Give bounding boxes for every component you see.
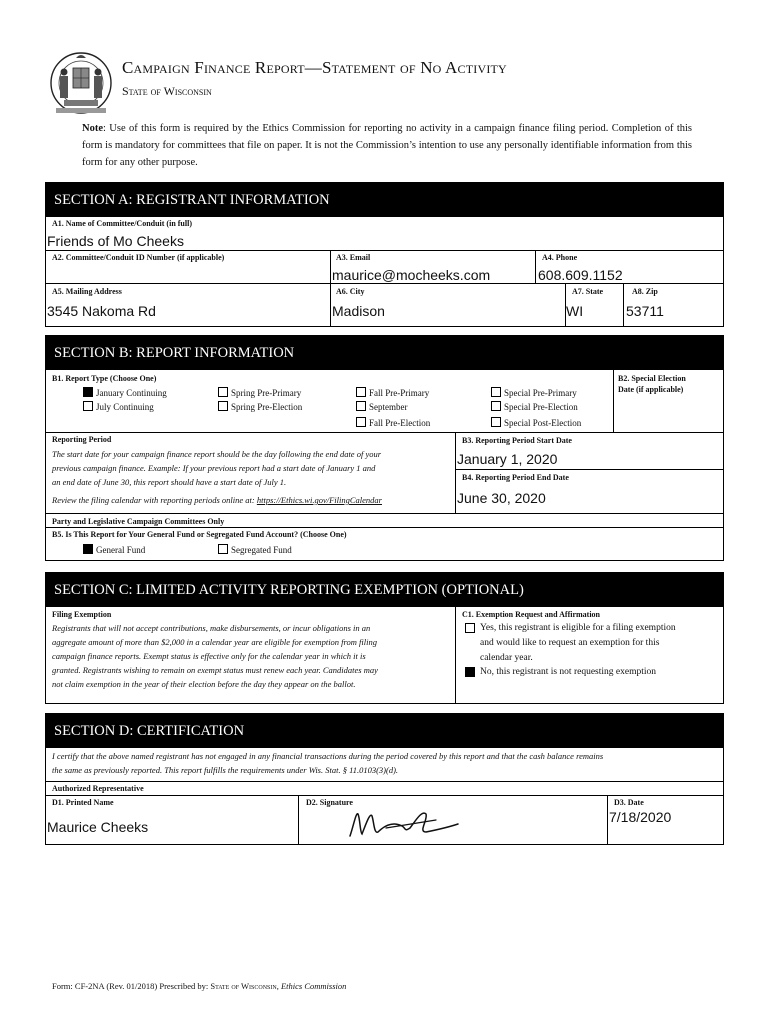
d2-label: D2. Signature — [306, 798, 353, 807]
wisconsin-state-seal — [46, 46, 116, 120]
mailing-address-field[interactable]: 3545 Nakoma Rd — [47, 303, 156, 319]
checkbox-fall-pre-election[interactable]: Fall Pre-Election — [356, 417, 430, 428]
a3-label: A3. Email — [336, 253, 371, 262]
checkbox-special-post-election[interactable]: Special Post-Election — [491, 417, 581, 428]
a1-label: A1. Name of Committee/Conduit (in full) — [52, 219, 192, 228]
checkbox-january-continuing[interactable]: January Continuing — [83, 387, 167, 398]
checkbox-spring-pre-primary[interactable]: Spring Pre-Primary — [218, 387, 301, 398]
exemption-text-2: aggregate amount of more than $2,000 in a calendar year are eligible for exemption from filing — [52, 637, 378, 647]
section-c-heading: SECTION C: LIMITED ACTIVITY REPORTING EXEMPTION (OPTIONAL) — [46, 573, 723, 607]
certification-text-1: I certify that the above named registrant has not engaged in any financial transactions during the period covered by this report and that the cash balance remains — [52, 751, 604, 761]
checkbox-spring-pre-election[interactable]: Spring Pre-Election — [218, 401, 302, 412]
b3-label: B3. Reporting Period Start Date — [462, 436, 572, 445]
reporting-period-text-3: an end date of June 30, this report should have a start date of July 1. — [52, 477, 287, 487]
b2-label-line2: Date (if applicable) — [618, 385, 684, 394]
b4-label: B4. Reporting Period End Date — [462, 473, 569, 482]
note-paragraph — [82, 120, 692, 171]
section-c — [45, 572, 724, 704]
page-subtitle: State of Wisconsin — [122, 84, 212, 98]
section-b — [45, 335, 724, 561]
d3-label: D3. Date — [614, 798, 644, 807]
b2-label-line1: B2. Special Election — [618, 374, 686, 383]
start-date-field[interactable]: January 1, 2020 — [457, 451, 558, 467]
a4-label: A4. Phone — [542, 253, 578, 262]
certification-text-2: the same as previously reported. This report fulfills the requirements under Wis. Stat. § 11.0103(3)(d). — [52, 765, 399, 775]
reporting-period-text-1: The start date for your campaign finance report should be the day following the end date of your — [52, 449, 382, 459]
printed-name-field[interactable]: Maurice Cheeks — [47, 819, 149, 835]
state-field[interactable]: WI — [566, 303, 584, 319]
a8-label: A8. Zip — [632, 287, 658, 296]
checkbox-general-fund[interactable]: General Fund — [83, 544, 145, 555]
page-title: Campaign Finance Report—Statement of No Activity — [122, 58, 507, 77]
section-a — [45, 182, 724, 327]
review-calendar-text: Review the filing calendar with reporting periods online at: https://Ethics.wi.gov/FilingCalendar — [52, 495, 382, 505]
a2-label: A2. Committee/Conduit ID Number (if applicable) — [52, 253, 225, 262]
zip-field[interactable]: 53711 — [626, 303, 664, 319]
exemption-text-5: not claim exemption in the year of their election before the day they appear on the ballot. — [52, 679, 356, 689]
exemption-yes-line-1: Yes, this registrant is eligible for a filing exemption — [480, 623, 676, 633]
checkbox-exemption-no[interactable] — [465, 667, 478, 678]
filing-exemption-label: Filing Exemption — [52, 610, 112, 619]
reporting-period-text-2: previous campaign finance. Example: If your previous report had a start date of January 1 and — [52, 463, 376, 473]
section-a-heading: SECTION A: REGISTRANT INFORMATION — [46, 183, 723, 217]
phone-field[interactable]: 608.609.1152 — [538, 267, 623, 283]
c1-label: C1. Exemption Request and Affirmation — [462, 610, 601, 619]
city-field[interactable]: Madison — [332, 303, 385, 319]
email-field[interactable]: maurice@mocheeks.com — [332, 267, 491, 283]
filing-calendar-link[interactable]: https://Ethics.wi.gov/FilingCalendar — [256, 495, 382, 505]
b1-label: B1. Report Type (Choose One) — [52, 374, 157, 383]
b5-label: B5. Is This Report for Your General Fund or Segregated Fund Account? (Choose One) — [52, 530, 347, 539]
a7-label-text: A7. State — [572, 287, 604, 296]
authorized-representative-label: Authorized Representative — [52, 784, 144, 793]
exemption-yes-line-3: calendar year. — [480, 653, 533, 663]
exemption-text-3: campaign finance reports. Exempt status is effective only for the calendar year in which it is — [52, 651, 366, 661]
exemption-no-label: No, this registrant is not requesting exemption — [480, 667, 656, 677]
checkbox-july-continuing[interactable]: July Continuing — [83, 401, 154, 412]
exemption-text-1: Registrants that will not accept contributions, make disbursements, or incur obligations in an — [52, 623, 371, 633]
end-date-field[interactable]: June 30, 2020 — [457, 490, 546, 506]
form-footer: Form: CF-2NA (Rev. 01/2018) Prescribed by: State of Wisconsin, Ethics Commission — [52, 981, 347, 991]
checkbox-special-pre-primary[interactable]: Special Pre-Primary — [491, 387, 577, 398]
party-committee-label: Party and Legislative Campaign Committees Only — [52, 517, 225, 526]
d1-label: D1. Printed Name — [52, 798, 114, 807]
section-d-heading: SECTION D: CERTIFICATION — [46, 714, 723, 748]
checkbox-september[interactable]: September — [356, 401, 408, 412]
checkbox-exemption-yes[interactable] — [465, 623, 478, 634]
committee-name-field[interactable]: Friends of Mo Cheeks — [47, 233, 184, 249]
signature-date-field[interactable]: 7/18/2020 — [609, 809, 672, 825]
a5-label: A5. Mailing Address — [52, 287, 122, 296]
checkbox-special-pre-election[interactable]: Special Pre-Election — [491, 401, 578, 412]
section-b-heading: SECTION B: REPORT INFORMATION — [46, 336, 723, 370]
section-d — [45, 713, 724, 845]
checkbox-checked — [83, 387, 93, 397]
exemption-yes-line-2: and would like to request an exemption for this — [480, 638, 660, 648]
note-text: : Use of this form is required by the Ethics Commission for reporting no activity in a campaign finance filing period. Completion of this form is mandatory for committees that file on paper. It is not the Commission’s intention to use any personally identifiable information from this form for any other purpose. — [82, 123, 692, 168]
a6-label: A6. City — [336, 287, 365, 296]
exemption-text-4: granted. Registrants wishing to remain on exempt status must renew each year. Candidates may — [52, 665, 378, 675]
reporting-period-label: Reporting Period — [52, 435, 112, 444]
note-label: Note — [82, 123, 103, 134]
handwritten-signature[interactable] — [346, 806, 466, 840]
checkbox-unchecked — [83, 401, 93, 411]
checkbox-segregated-fund[interactable]: Segregated Fund — [218, 544, 292, 555]
checkbox-fall-pre-primary[interactable]: Fall Pre-Primary — [356, 387, 429, 398]
